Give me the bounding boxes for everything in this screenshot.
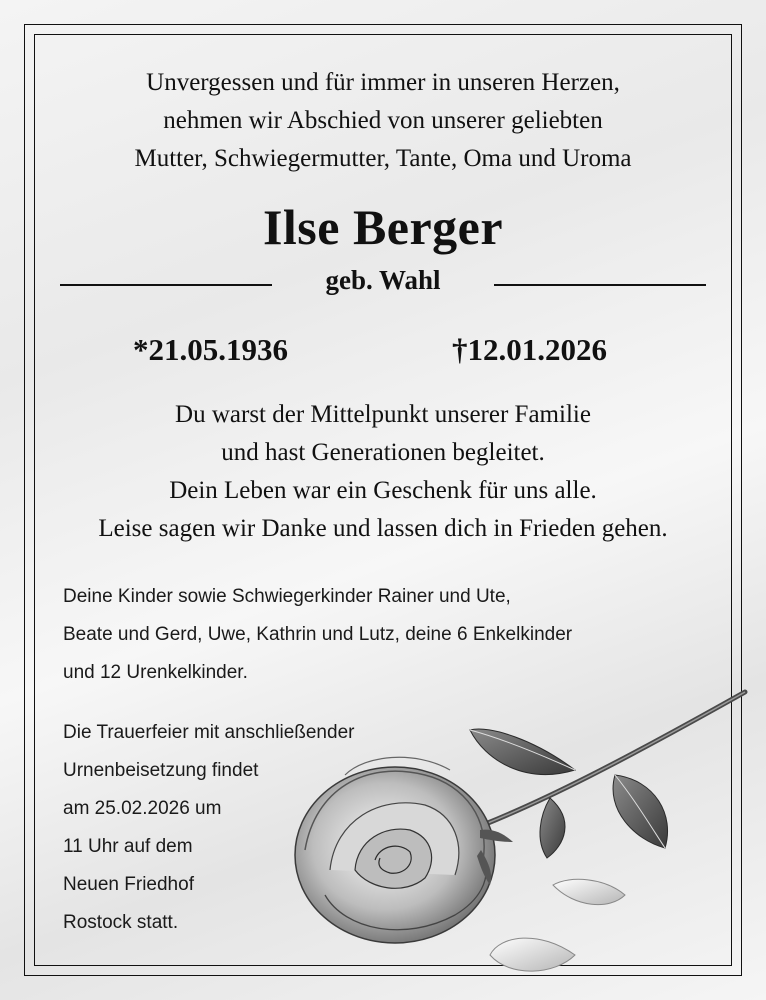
- born-name: geb. Wahl: [325, 265, 441, 295]
- birth-date: *21.05.1936: [133, 332, 288, 367]
- service-line: 11 Uhr auf dem: [63, 836, 193, 857]
- intro-line: Unvergessen und für immer in unseren Herzen,: [146, 69, 620, 96]
- intro-text: [0, 64, 766, 178]
- intro-line: nehmen wir Abschied von unserer geliebten: [163, 107, 603, 134]
- death-date: †12.01.2026: [452, 332, 607, 367]
- family-line: Beate und Gerd, Uwe, Kathrin und Lutz, deine 6 Enkelkinder: [63, 624, 573, 645]
- service-line: am 25.02.2026 um: [63, 798, 222, 819]
- verse-line: Leise sagen wir Danke und lassen dich in Frieden gehen.: [98, 515, 668, 542]
- memorial-verse: [0, 396, 766, 548]
- rose-icon: [285, 680, 755, 980]
- service-line: Die Trauerfeier mit anschließender: [63, 722, 355, 743]
- family-line: und 12 Urenkelkinder.: [63, 662, 248, 683]
- verse-line: Dein Leben war ein Geschenk für uns alle.: [169, 477, 597, 504]
- service-line: Urnenbeisetzung findet: [63, 760, 259, 781]
- deceased-name: Ilse Berger: [262, 199, 504, 255]
- right-divider: [494, 284, 706, 286]
- verse-line: und hast Generationen begleitet.: [221, 439, 545, 466]
- service-line: Rostock statt.: [63, 912, 179, 933]
- verse-line: Du warst der Mittelpunkt unserer Familie: [175, 401, 591, 428]
- family-line: Deine Kinder sowie Schwiegerkinder Rainer und Ute,: [63, 586, 511, 607]
- service-line: Neuen Friedhof: [63, 874, 194, 895]
- family-text: [63, 578, 572, 692]
- intro-line: Mutter, Schwiegermutter, Tante, Oma und Uroma: [134, 145, 632, 172]
